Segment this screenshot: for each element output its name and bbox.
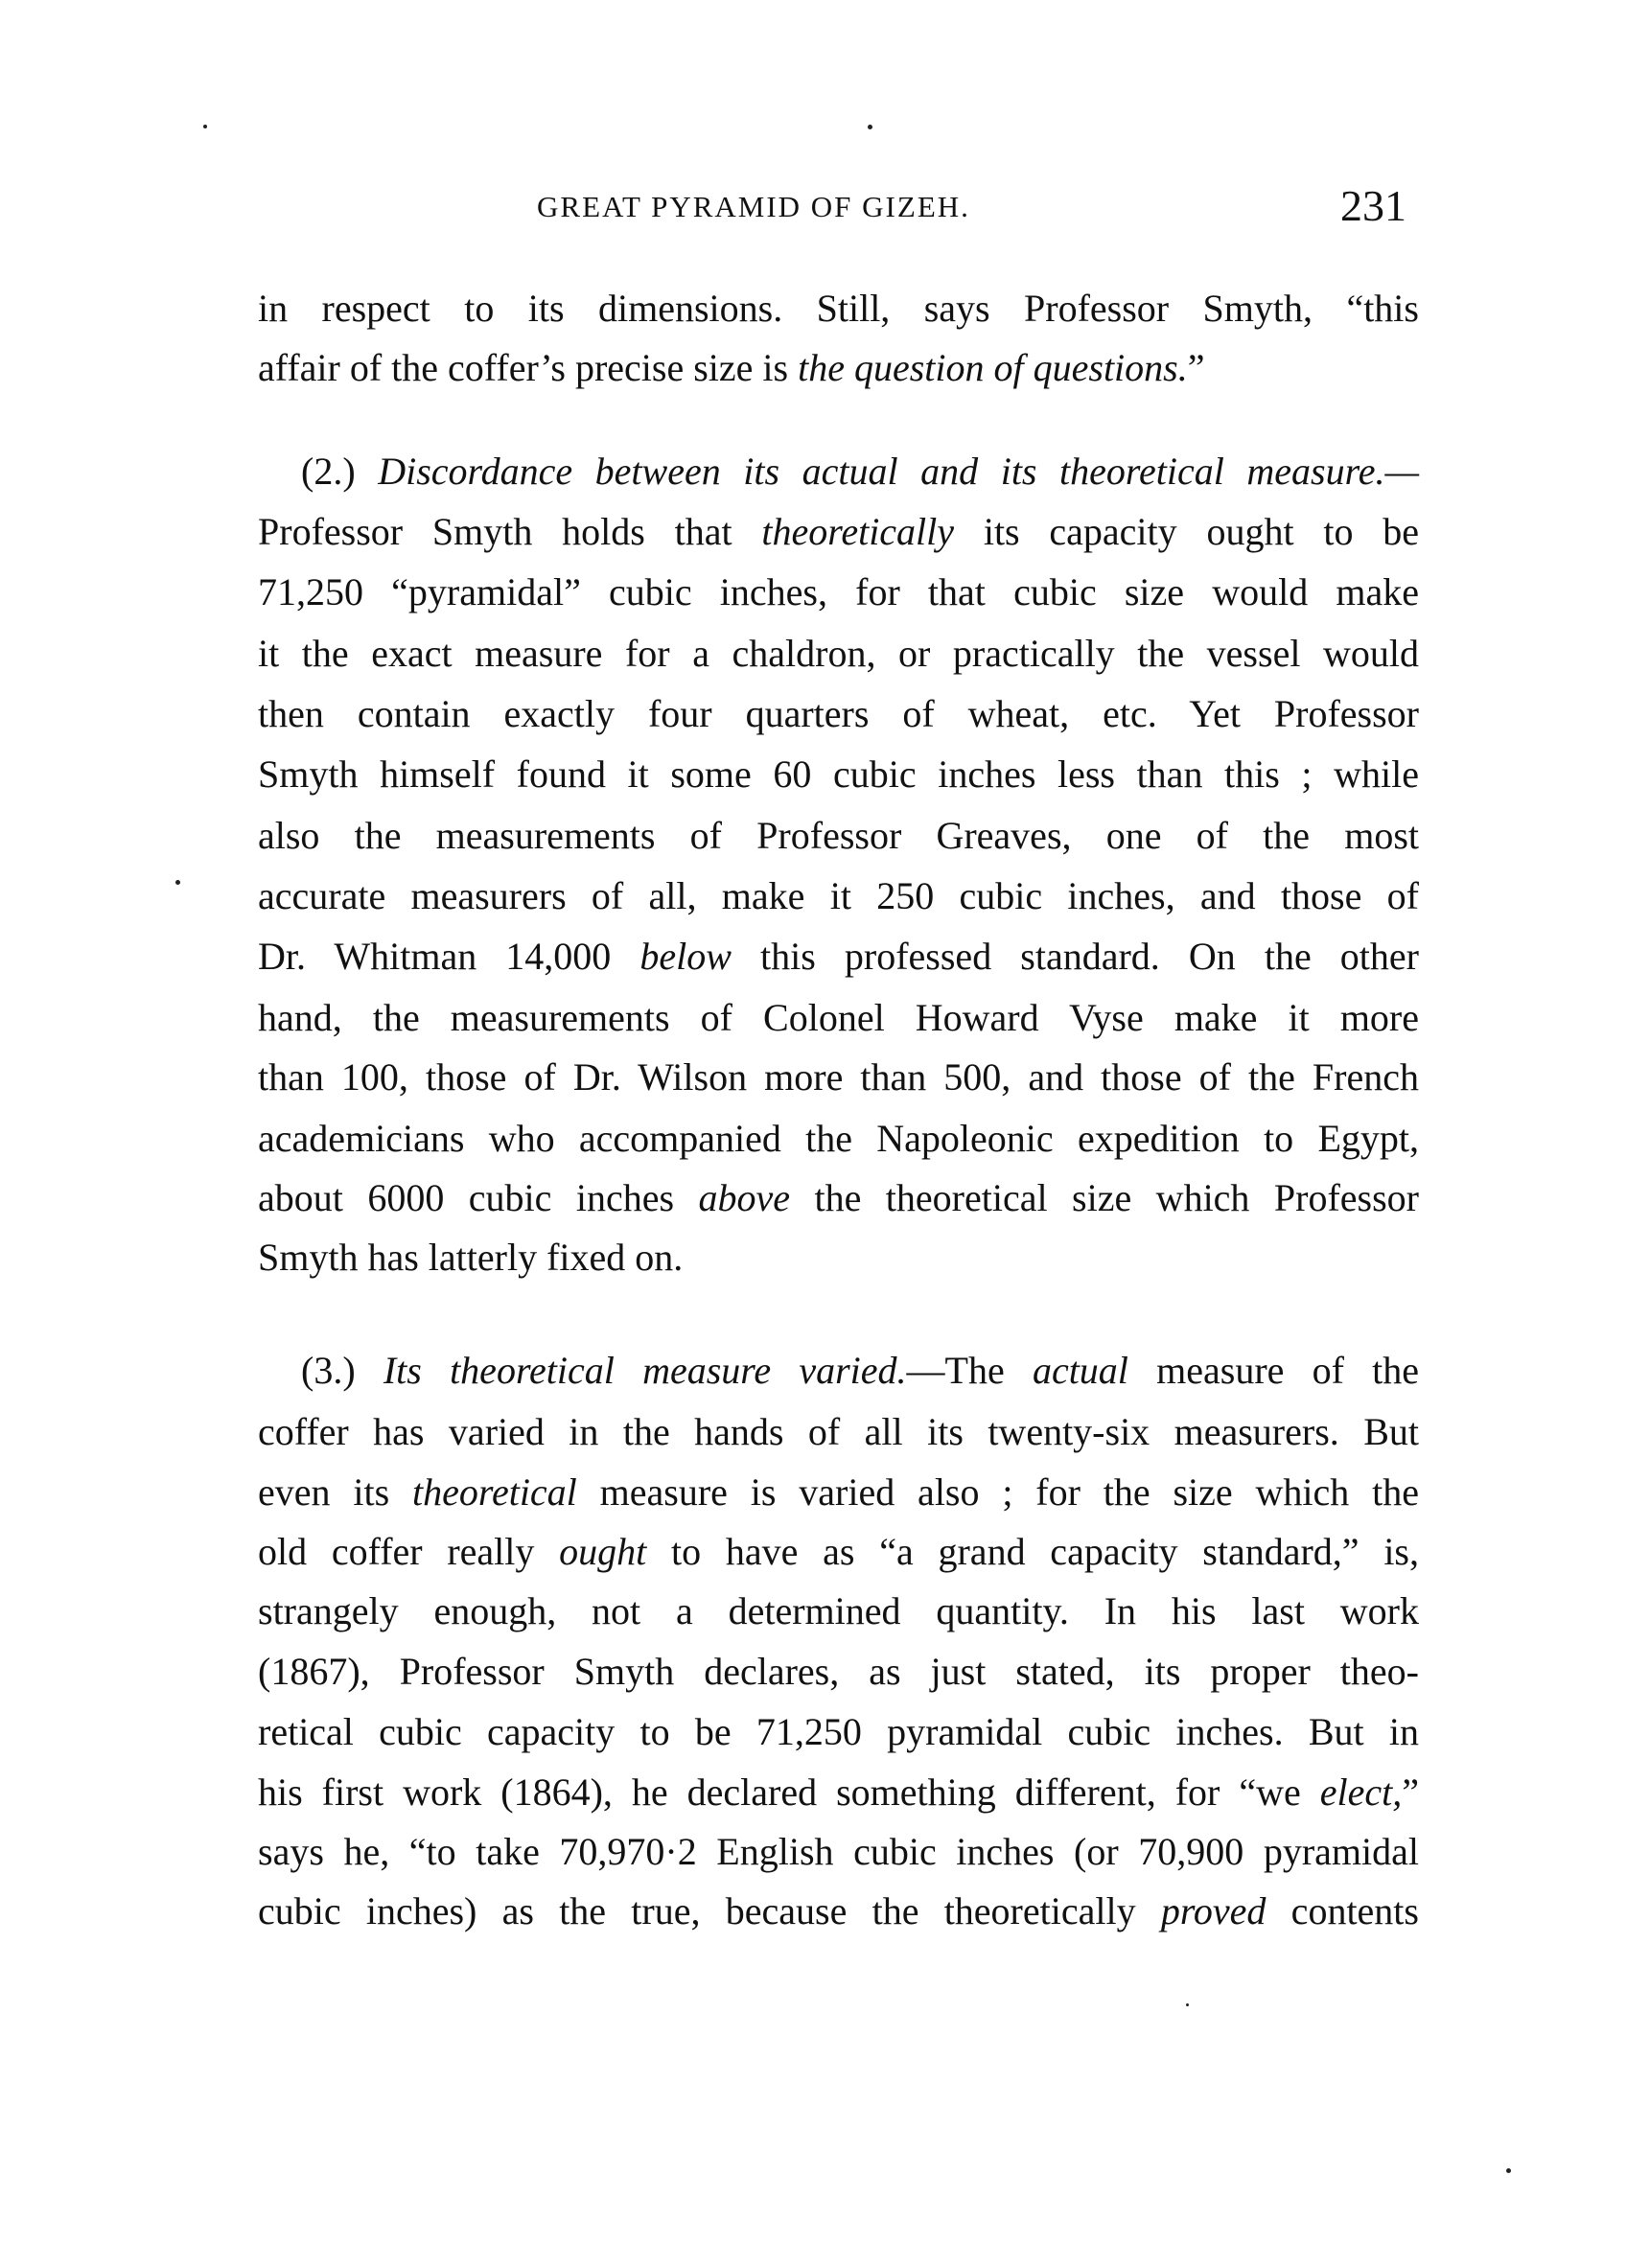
text-segment: accurate measurers of all, make it 250 cubic inches, and those of [258, 874, 1419, 917]
speck [1506, 2168, 1511, 2173]
speck [175, 880, 180, 885]
italic-text: Discordance between its actual and its theoretical measure.— [378, 450, 1420, 493]
italic-text: theoretically [761, 510, 955, 553]
text-segment: Smyth himself found it some 60 cubic inches less than this ; while [258, 752, 1419, 796]
text-segment: ” [1187, 346, 1205, 389]
text-segment: (2.) [301, 450, 379, 493]
text-segment: his first work (1864), he declared something different, for “we [258, 1770, 1320, 1814]
text-segment: Dr. Whitman 14,000 [258, 935, 640, 978]
text-segment: says he, “to take 70,970·2 English cubic inches (or 70,900 pyramidal [258, 1830, 1419, 1873]
text-line [258, 1234, 1419, 1282]
italic-text: proved [1160, 1889, 1267, 1932]
text-line [258, 508, 1419, 556]
text-segment: Professor Smyth holds that [258, 510, 762, 553]
italic-text: ought [559, 1530, 647, 1573]
text-line [258, 568, 1419, 616]
text-segment: in respect to its dimensions. Still, says Professor Smyth, “this [258, 287, 1419, 330]
text-line [258, 812, 1419, 860]
text-segment: also the measurements of Professor Greaves, one of the most [258, 814, 1419, 857]
italic-text: below [639, 935, 732, 978]
text-segment: even its [258, 1470, 412, 1514]
speck [868, 125, 872, 129]
italic-text: elect, [1319, 1770, 1403, 1814]
text-segment: the theoretical size which Professor [790, 1176, 1419, 1219]
text-line [258, 285, 1419, 333]
text-line [258, 751, 1419, 798]
text-segment: (3.) [301, 1349, 383, 1392]
text-segment: hand, the measurements of Colonel Howard Vyse make it more [258, 996, 1419, 1039]
text-line [258, 1528, 1419, 1576]
text-segment: affair of the coffer’s precise size is [258, 346, 799, 389]
text-line [258, 630, 1419, 678]
speck [203, 125, 207, 128]
text-line [258, 1174, 1419, 1222]
text-line [258, 994, 1419, 1042]
text-line [258, 1708, 1419, 1756]
text-segment: ” [1402, 1770, 1419, 1814]
text-line [258, 872, 1419, 920]
text-line [258, 1828, 1419, 1876]
italic-text: actual [1032, 1349, 1128, 1392]
text-segment: measure of the [1127, 1349, 1420, 1392]
text-segment: than 100, those of Dr. Wilson more than 500, and those of the French [258, 1055, 1419, 1099]
text-segment: its capacity ought to be [954, 510, 1419, 553]
page-number: 231 [1340, 181, 1406, 230]
text-segment: academicians who accompanied the Napoleonic expedition to Egypt, [258, 1117, 1419, 1160]
text-segment: cubic inches) as the true, because the theoretically [258, 1889, 1161, 1932]
italic-text: the question of questions. [798, 346, 1188, 389]
text-line [258, 1115, 1419, 1163]
text-segment: it the exact measure for a chaldron, or practically the vessel would [258, 632, 1419, 675]
text-segment: coffer has varied in the hands of all its twenty-six measurers. But [258, 1410, 1419, 1453]
text-segment: old coffer really [258, 1530, 560, 1573]
running-title: GREAT PYRAMID OF GIZEH. [537, 190, 970, 223]
text-segment: Smyth has latterly fixed on. [258, 1236, 684, 1279]
text-line [258, 1587, 1419, 1635]
text-line [258, 1469, 1419, 1516]
text-line [258, 1053, 1419, 1101]
text-segment: retical cubic capacity to be 71,250 pyramidal cubic inches. But in [258, 1710, 1419, 1753]
text-segment: about 6000 cubic inches [258, 1176, 699, 1219]
text-line [258, 1887, 1419, 1935]
text-line [258, 1408, 1419, 1456]
text-segment: to have as “a grand capacity standard,” is, [646, 1530, 1419, 1573]
text-line [258, 1648, 1419, 1696]
text-segment: this professed standard. On the other [731, 935, 1419, 978]
text-line [258, 344, 1419, 392]
text-line [258, 690, 1419, 738]
text-segment: then contain exactly four quarters of wheat, etc. Yet Professor [258, 692, 1419, 735]
text-segment: 71,250 “pyramidal” cubic inches, for that cubic size would make [258, 570, 1419, 613]
text-segment: contents [1266, 1889, 1419, 1932]
text-line [258, 933, 1419, 981]
speck [1186, 2003, 1189, 2006]
text-segment: strangely enough, not a determined quantity. In his last work [258, 1589, 1419, 1632]
text-segment: (1867), Professor Smyth declares, as just stated, its proper theo- [258, 1650, 1419, 1693]
italic-text: Its theoretical measure varied. [383, 1349, 907, 1392]
italic-text: theoretical [412, 1470, 577, 1514]
text-line [258, 448, 1419, 496]
italic-text: above [698, 1176, 791, 1219]
text-segment: measure is varied also ; for the size which the [576, 1470, 1419, 1514]
text-segment: —The [906, 1349, 1033, 1392]
text-line [258, 1769, 1419, 1817]
text-line [258, 1347, 1419, 1395]
